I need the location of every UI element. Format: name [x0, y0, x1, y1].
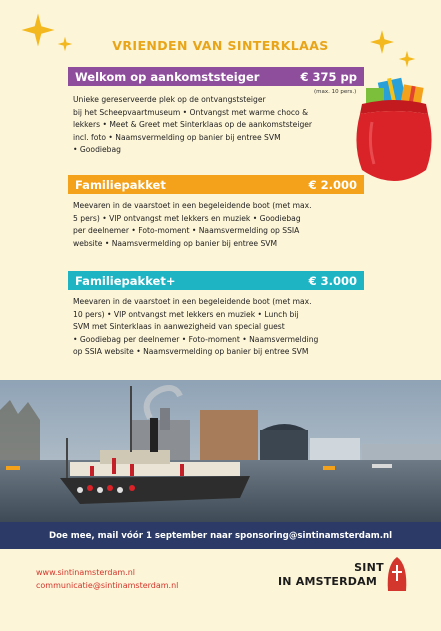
description-line: • Goodiebag	[73, 145, 121, 154]
package-bar-welkom	[68, 67, 364, 86]
package-name: Familiepakket	[75, 177, 166, 192]
description-line: Meevaren in de vaarstoet in een begeleidende boot (met max.	[73, 201, 312, 210]
package-description	[73, 94, 363, 157]
logo-text-amsterdam: IN AMSTERDAM	[278, 575, 377, 588]
package-note: (max. 10 pers.)	[314, 89, 357, 95]
package-name: Welkom op aankomststeiger	[75, 69, 260, 84]
description-line: op SSIA website • Naamsvermelding op banier bij entree SVM	[73, 347, 309, 356]
package-price: € 375 pp	[300, 69, 357, 84]
package-price: € 2.000	[308, 177, 357, 192]
description-line: • Goodiebag per deelnemer • Foto-moment • Naamsvermelding	[73, 334, 319, 344]
description-line: website • Naamsvermelding op banier bij entree SVM	[73, 238, 278, 248]
mitre-icon	[386, 557, 408, 593]
package-description	[73, 200, 363, 250]
footer-links	[36, 566, 178, 592]
description-line: lekkers • Meet & Greet met Sinterklaas op de aankomststeiger	[73, 120, 313, 129]
package-name: Familiepakket+	[75, 273, 176, 288]
description-line: SVM met Sinterklaas in aanwezigheid van special guest	[73, 322, 285, 331]
sint-in-amsterdam-logo	[278, 557, 418, 597]
description-line: per deelnemer • Foto-moment • Naamsvermelding op SSIA	[73, 226, 300, 235]
page-title: VRIENDEN VAN SINTERKLAAS	[112, 38, 329, 53]
email-link[interactable]: communicatie@sintinamsterdam.nl	[36, 581, 179, 590]
package-bar-familiepakket	[68, 175, 364, 194]
logo-text-sint: SINT	[354, 561, 384, 574]
description-line: Unieke gereserveerde plek op de ontvangststeiger	[73, 95, 266, 104]
package-price: € 3.000	[308, 273, 357, 288]
description-line: bij het Scheepvaartmuseum • Ontvangst met warme choco &	[73, 107, 309, 117]
package-description	[73, 296, 363, 359]
description-line: 5 pers) • VIP ontvangst met lekkers en muziek • Goodiebag	[73, 213, 301, 223]
description-line: incl. foto • Naamsvermelding op banier bij entree SVM	[73, 132, 281, 142]
description-line: Meevaren in de vaarstoet in een begeleidende boot (met max.	[73, 297, 312, 306]
gift-sack-icon	[352, 74, 436, 192]
cta-banner: Doe mee, mail vóór 1 september naar sponsoring@sintinamsterdam.nl	[0, 522, 441, 549]
package-bar-familiepakket-plus	[68, 271, 364, 290]
website-link[interactable]: www.sintinamsterdam.nl	[36, 568, 136, 577]
steamboat-photo	[0, 380, 441, 522]
description-line: 10 pers) • VIP ontvangst met lekkers en muziek • Lunch bij	[73, 309, 299, 319]
